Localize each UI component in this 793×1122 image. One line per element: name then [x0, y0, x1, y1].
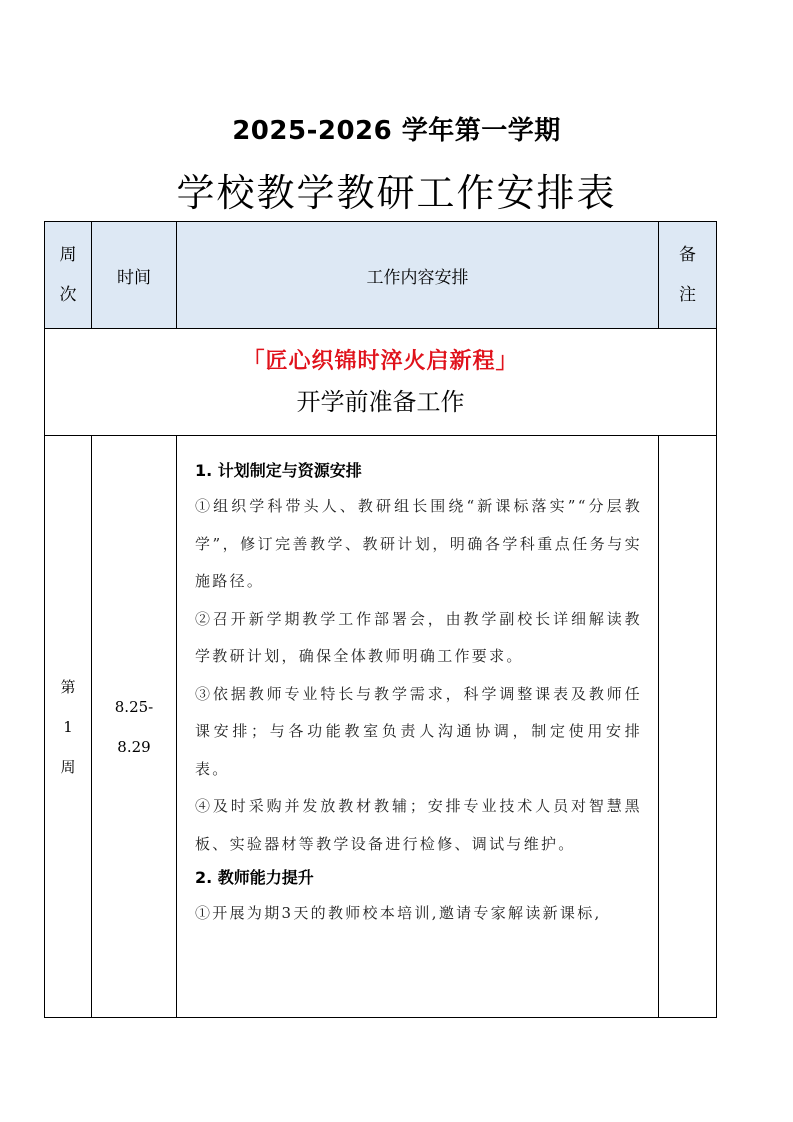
date-cell	[92, 436, 177, 1018]
header-week	[45, 222, 92, 329]
week-char: 周	[60, 757, 76, 776]
table-row	[45, 436, 717, 1018]
document-subtitle: 2025-2026 学年第一学期	[232, 116, 561, 146]
content-item: ④及时采购并发放教材教辅；安排专业技术人员对智慧黑板、实验器材等教学设备进行检修、调试与维护。	[195, 797, 642, 853]
header-week-char: 周	[59, 245, 77, 265]
section-cell	[45, 329, 717, 436]
document-title: 学校教学教研工作安排表	[176, 171, 617, 215]
date-start: 8.25-	[114, 697, 154, 716]
week-number: 1	[63, 717, 73, 736]
date-end: 8.29	[117, 737, 151, 756]
section-row	[45, 329, 717, 436]
section-motto: 「匠心织锦时淬火启新程」	[242, 348, 519, 374]
content-item: ②召开新学期教学工作部署会，由教学副校长详细解读教学教研计划，确保全体教师明确工作要求。	[195, 609, 642, 665]
content-heading: 1. 计划制定与资源安排	[195, 461, 362, 480]
header-time: 时间	[92, 222, 177, 329]
header-week-char: 次	[59, 285, 77, 305]
header-content: 工作内容安排	[177, 222, 659, 329]
content-item: ③依据教师专业特长与教学需求，科学调整课表及教师任课安排；与各功能教室负责人沟通协调，制定使用安排表。	[195, 684, 642, 778]
schedule-table	[44, 221, 717, 1018]
content-heading: 2. 教师能力提升	[195, 868, 314, 887]
content-cell	[177, 436, 659, 1018]
header-remarks	[659, 222, 717, 329]
week-char: 第	[60, 677, 76, 696]
content-item: ①组织学科带头人、教研组长围绕“新课标落实”“分层教学”，修订完善教学、教研计划，明确各学科重点任务与实施路径。	[195, 497, 642, 590]
header-remarks-char: 注	[679, 285, 696, 305]
header-remarks-char: 备	[679, 245, 696, 265]
content-item: ①开展为期3天的教师校本培训,邀请专家解读新课标,	[195, 904, 602, 922]
table-header-row	[45, 222, 717, 329]
remarks-cell	[659, 436, 717, 1018]
section-title: 开学前准备工作	[296, 388, 465, 416]
week-cell	[45, 436, 92, 1018]
